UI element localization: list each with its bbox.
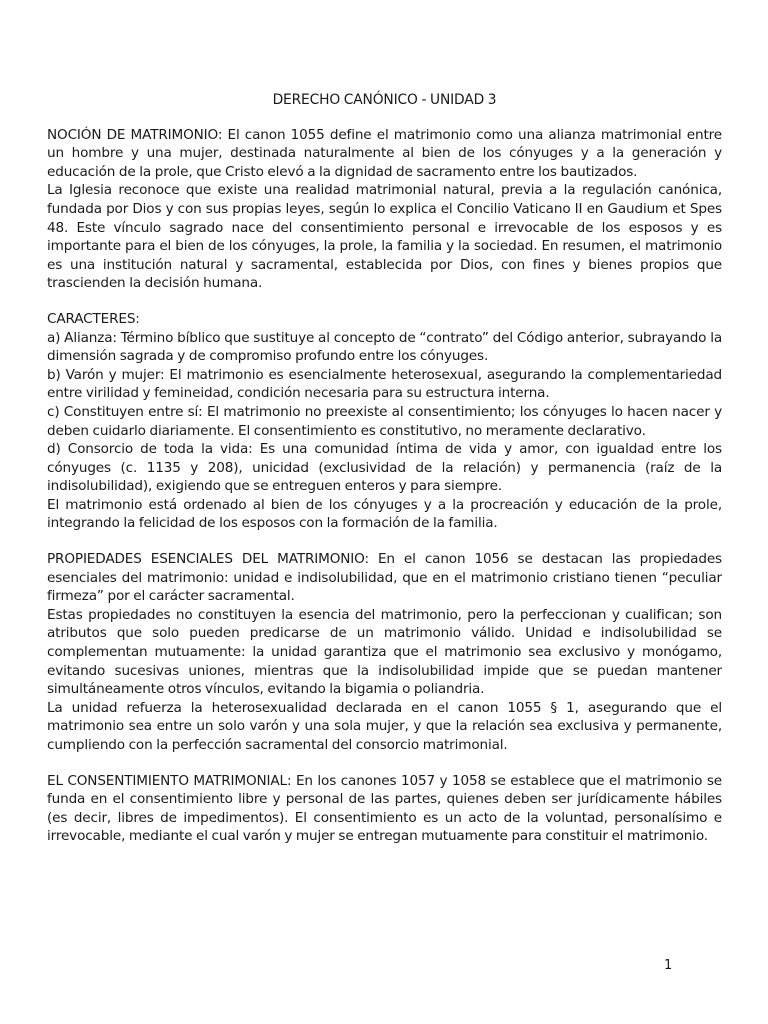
body-paragraph: La unidad refuerza la heterosexualidad declarada en el canon 1055 § 1, asegurando que el matrimonio sea entre un solo varón y una sola mujer, y que la relación sea exclusiva y permanente, cumpliendo con la perfección sacramental del consorcio matrimonial. (47, 699, 722, 753)
body-paragraph: Estas propiedades no constituyen la esencia del matrimonio, pero la perfeccionan y cualifican; son atributos que solo pueden predicarse de un matrimonio válido. Unidad e indisolubilidad se complementan mutuamente: la unidad garantiza que el matrimonio sea exclusivo y monógamo, evitando sucesivas uniones, mientras que la indisolubilidad impide que se puedan mantener simultáneamente otros vínculos, evitando la bigamia o poliandria. (47, 606, 722, 698)
section-heading: CARACTERES: (47, 310, 140, 327)
page-number: 1 (664, 958, 673, 973)
body-paragraph: La Iglesia reconoce que existe una realidad matrimonial natural, previa a la regulación canónica, fundada por Dios y con sus propias leyes, según lo explica el Concilio Vaticano II en Gaudium et Spes 48. Este vínculo sagrado nace del consentimiento personal e irrevocable de los esposos y es importante para el bien de los cónyuges, la prole, la familia y la sociedad. En resumen, el matrimonio es una institución natural y sacramental, establecida por Dios, con fines y bienes propios que trascienden la decisión humana. (47, 182, 722, 292)
section-intro-paragraph (47, 772, 722, 846)
list-item: a) Alianza: Término bíblico que sustituye al concepto de “contrato” del Código anterior, subrayando la dimensión sagrada y de compromiso profundo entre los cónyuges. (47, 329, 722, 365)
section-heading: PROPIEDADES ESENCIALES DEL MATRIMONIO: (47, 551, 369, 568)
section-heading: NOCIÓN DE MATRIMONIO: (47, 126, 223, 143)
section-intro-text: En los canones 1057 y 1058 se establece que el matrimonio se funda en el consentimiento libre y personal de las partes, quienes deben ser jurídicamente hábiles (es decir, libres de impedimentos). El consentimiento es un acto de la voluntad, personalísimo e irrevocable, mediante el cual varón y mujer se entregan mutuamente para constituir el matrimonio. (47, 772, 722, 845)
list-item: b) Varón y mujer: El matrimonio es esencialmente heterosexual, asegurando la complementariedad entre virilidad y femineidad, condición necesaria para su estructura interna. (47, 366, 722, 402)
section-heading: EL CONSENTIMIENTO MATRIMONIAL: (47, 772, 292, 789)
body-paragraph: El matrimonio está ordenado al bien de los cónyuges y a la procreación y educación de la prole, integrando la felicidad de los esposos con la formación de la familia. (47, 496, 722, 532)
document-title: DERECHO CANÓNICO - UNIDAD 3 (272, 92, 497, 108)
section-caracteres (47, 310, 722, 533)
section-nocion (47, 126, 722, 293)
section-intro-text: El canon 1055 define el matrimonio como una alianza matrimonial entre un hombre y una mujer, destinada naturalmente al bien de los cónyuges y a la generación y educación de la prole, que Cristo elevó a la dignidad de sacramento entre los bautizados. (47, 126, 722, 180)
section-consentimiento (47, 772, 722, 846)
section-intro-paragraph (47, 126, 722, 182)
section-intro-paragraph (47, 550, 722, 606)
list-item: d) Consorcio de toda la vida: Es una comunidad íntima de vida y amor, con igualdad entre los cónyuges (c. 1135 y 208), unicidad (exclusividad de la relación) y permanencia (raíz de la indisolubilidad), exigiendo que se entreguen enteros y para siempre. (47, 441, 722, 495)
section-intro-text: En el canon 1056 se destacan las propiedades esenciales del matrimonio: unidad e indisolubilidad, que en el matrimonio cristiano tienen “peculiar firmeza” por el carácter sacramental. (47, 551, 722, 605)
list-item: c) Constituyen entre sí: El matrimonio no preexiste al consentimiento; los cónyuges lo hacen nacer y deben cuidarlo diariamente. El consentimiento es constitutivo, no meramente declarativo. (47, 403, 722, 439)
section-propiedades (47, 550, 722, 755)
document-page (47, 91, 722, 846)
